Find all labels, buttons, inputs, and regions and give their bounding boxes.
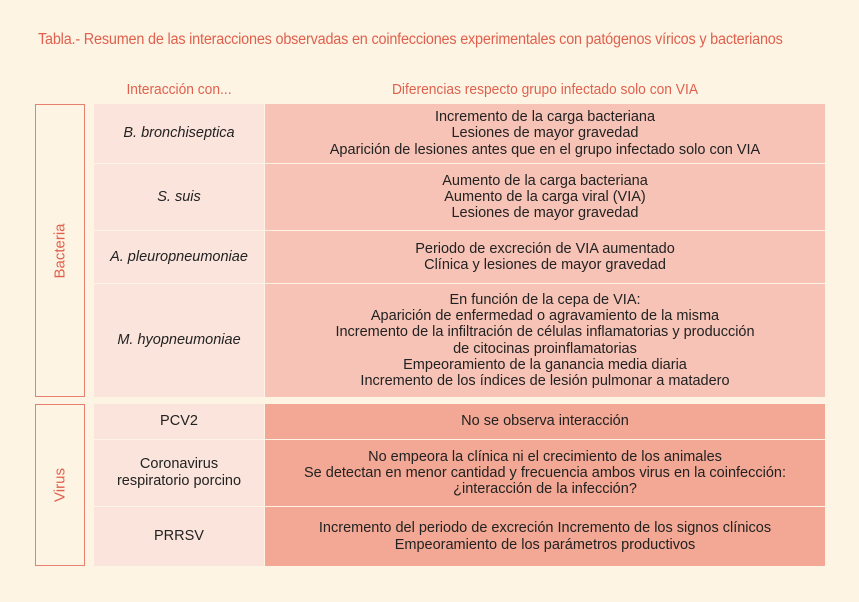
difference-line: Aumento de la carga bacteriana bbox=[442, 172, 648, 189]
difference-line: Aumento de la carga viral (VIA) bbox=[444, 188, 646, 205]
differences-cell bbox=[265, 440, 825, 506]
differences-cell bbox=[265, 104, 825, 163]
differences-cell bbox=[265, 404, 825, 439]
group-label-bacteria: Bacteria bbox=[51, 222, 69, 279]
difference-line: Aparición de enfermedad o agravamiento de la misma bbox=[370, 308, 720, 325]
difference-line: Se detectan en menor cantidad y frecuencia ambos virus en la coinfección: bbox=[304, 464, 786, 481]
differences-cell bbox=[265, 507, 825, 566]
difference-line: Incremento de la infiltración de células inflamatorias y producción bbox=[335, 324, 755, 341]
header-interaction: Interacción con... bbox=[126, 81, 232, 98]
difference-line: En función de la cepa de VIA: bbox=[449, 291, 641, 308]
difference-line: Periodo de excreción de VIA aumentado bbox=[415, 240, 675, 257]
difference-line: No empeora la clínica ni el crecimiento de los animales bbox=[368, 448, 722, 465]
pathogen-name: PRRSV bbox=[94, 507, 264, 566]
pathogen-name-line: respiratorio porcino bbox=[116, 473, 242, 489]
pathogen-name bbox=[94, 440, 264, 506]
pathogen-name: PCV2 bbox=[94, 404, 264, 439]
table-row bbox=[94, 284, 825, 397]
group-virus bbox=[35, 404, 85, 566]
pathogen-name: B. bronchiseptica bbox=[94, 104, 264, 163]
difference-line: Empeoramiento de los parámetros productivos bbox=[394, 536, 696, 553]
pathogen-name: S. suis bbox=[94, 164, 264, 230]
difference-line: Empeoramiento de la ganancia media diaria bbox=[403, 356, 687, 373]
group-bacteria bbox=[35, 104, 85, 397]
table-title: Tabla.- Resumen de las interacciones observadas en coinfecciones experimentales con patógenos víricos y bacterianos bbox=[38, 31, 783, 48]
difference-line: Lesiones de mayor gravedad bbox=[451, 205, 639, 222]
difference-line: Incremento del periodo de excreción Incremento de los signos clínicos bbox=[318, 520, 772, 537]
differences-cell bbox=[265, 284, 825, 397]
difference-line: de citocinas proinflamatorias bbox=[453, 340, 637, 357]
difference-line: ¿interacción de la infección? bbox=[453, 481, 637, 498]
differences-cell bbox=[265, 164, 825, 230]
difference-line: Incremento de los índices de lesión pulmonar a matadero bbox=[360, 372, 730, 389]
table-row bbox=[94, 231, 825, 283]
table-row bbox=[94, 104, 825, 163]
header-differences: Diferencias respecto grupo infectado solo con VIA bbox=[391, 81, 699, 98]
difference-line: No se observa interacción bbox=[461, 413, 629, 430]
differences-cell bbox=[265, 231, 825, 283]
table-row bbox=[94, 507, 825, 566]
pathogen-name-line: Coronavirus bbox=[139, 456, 219, 472]
group-label-virus: Virus bbox=[51, 468, 69, 502]
table-row bbox=[94, 440, 825, 506]
difference-line: Aparición de lesiones antes que en el grupo infectado solo con VIA bbox=[329, 141, 761, 158]
difference-line: Incremento de la carga bacteriana bbox=[434, 109, 656, 126]
table-row bbox=[94, 164, 825, 230]
difference-line: Clínica y lesiones de mayor gravedad bbox=[424, 257, 666, 273]
pathogen-name: A. pleuropneumoniae bbox=[94, 231, 264, 283]
pathogen-name: M. hyopneumoniae bbox=[94, 284, 264, 397]
difference-line: Lesiones de mayor gravedad bbox=[451, 125, 639, 142]
table-row bbox=[94, 404, 825, 439]
